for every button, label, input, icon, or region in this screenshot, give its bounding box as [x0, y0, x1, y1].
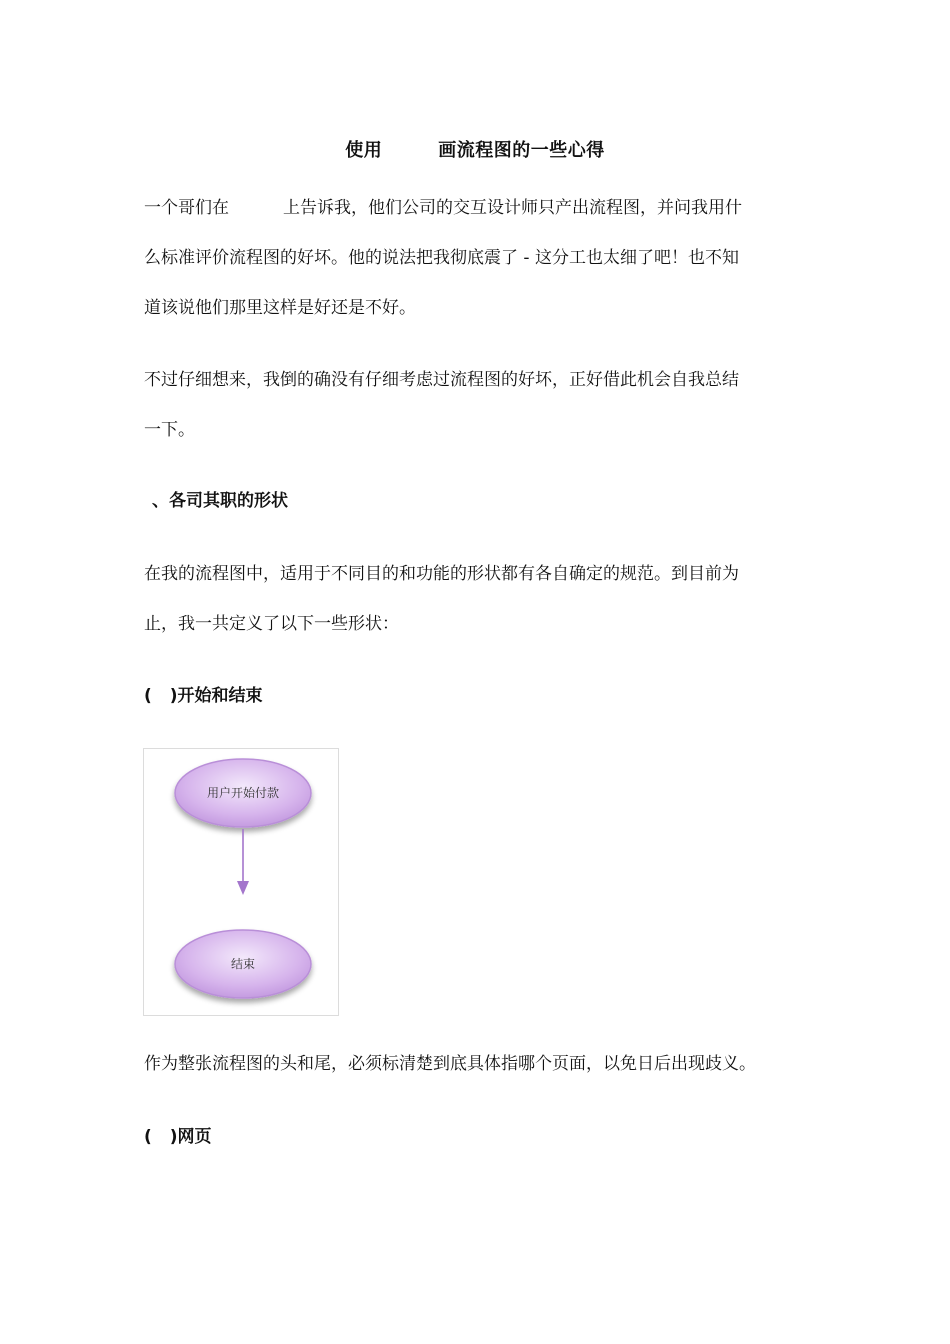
start-node-label: 用户开始付款 [206, 786, 280, 800]
subheading-start-end-label: )开始和结束 [169, 686, 263, 706]
subheading-webpage [144, 1125, 212, 1149]
section-heading-shapes: 、各司其职的形状 [152, 491, 288, 511]
intro-line-2: 么标准评价流程图的好坏。他的说法把我彻底震了 - 这分工也太细了吧！也不知 [144, 248, 739, 268]
intro-line-1-end: 上告诉我，他们公司的交互设计师只产出流程图，并问我用什 [283, 198, 742, 218]
intro-line-1 [144, 183, 809, 233]
intro-line-3: 道该说他们那里这样是好还是不好。 [144, 298, 416, 318]
end-node-label: 结束 [230, 957, 256, 971]
page-title [0, 136, 950, 162]
reflection-line-1: 不过仔细想来，我倒的确没有仔细考虑过流程图的好坏，正好借此机会自我总结 [144, 370, 739, 390]
title-part-1: 使用 [345, 140, 383, 162]
end-node [175, 930, 311, 998]
reflection-paragraph [144, 355, 809, 455]
subheading-webpage-open-paren: ( [144, 1127, 152, 1147]
flowchart-figure [143, 748, 339, 1016]
shapes-line-1: 在我的流程图中，适用于不同目的和功能的形状都有各自确定的规范。到目前为 [144, 564, 739, 584]
flow-arrow [237, 829, 249, 895]
intro-line-1-start: 一个哥们在 [144, 198, 229, 218]
shapes-paragraph [144, 549, 809, 649]
intro-paragraph [144, 183, 809, 333]
subheading-start-end-open-paren: ( [144, 686, 152, 706]
figure-caption: 作为整张流程图的头和尾，必须标清楚到底具体指哪个页面，以免日后出现歧义。 [144, 1054, 756, 1074]
start-node [175, 759, 311, 827]
shapes-line-2: 止，我一共定义了以下一些形状： [144, 614, 399, 634]
subheading-start-end [144, 684, 263, 708]
flowchart-diagram [144, 749, 338, 1015]
subheading-webpage-label: )网页 [169, 1127, 212, 1147]
arrow-head [237, 881, 249, 895]
title-part-2: 画流程图的一些心得 [438, 140, 605, 162]
reflection-line-2: 一下。 [144, 420, 195, 440]
